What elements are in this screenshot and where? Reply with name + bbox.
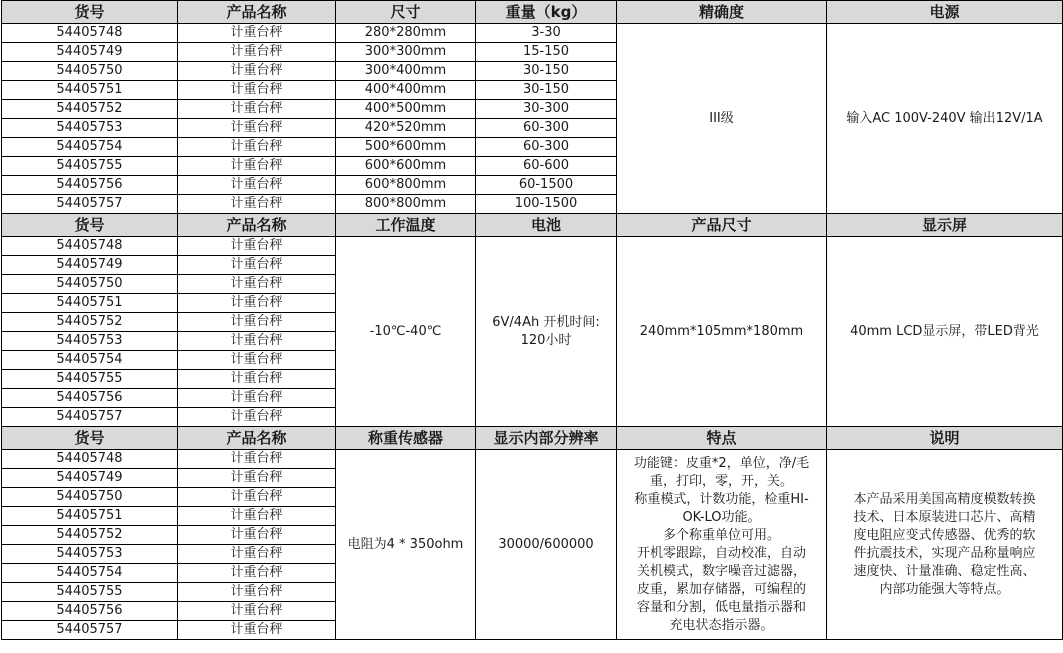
weight-cell: 60-300	[476, 119, 617, 138]
weight-cell: 30-150	[476, 62, 617, 81]
item-code-cell: 54405757	[2, 195, 178, 214]
text-line: 开机零跟踪，自动校准，自动	[636, 545, 806, 561]
display-cell: 40mm LCD显示屏，带LED背光	[827, 237, 1063, 427]
item-code-cell: 54405752	[2, 526, 178, 545]
size-cell: 300*400mm	[336, 62, 476, 81]
product-name-cell: 计重台秤	[178, 389, 336, 408]
column-header: 重量（kg）	[476, 1, 617, 24]
size-cell: 600*600mm	[336, 157, 476, 176]
item-code-cell: 54405756	[2, 602, 178, 621]
product-name-cell: 计重台秤	[178, 564, 336, 583]
weight-cell: 30-150	[476, 81, 617, 100]
column-header: 产品尺寸	[617, 214, 827, 237]
power-cell: 输入AC 100V-240V 输出12V/1A	[827, 24, 1063, 214]
size-cell: 420*520mm	[336, 119, 476, 138]
text-line: 称重模式，计数功能，检重HI-	[634, 491, 809, 507]
item-code-cell: 54405752	[2, 100, 178, 119]
product-name-cell: 计重台秤	[178, 119, 336, 138]
text-line: 皮重，累加存储器，可编程的	[636, 581, 806, 597]
product-name-cell: 计重台秤	[178, 526, 336, 545]
column-header: 特点	[617, 427, 827, 450]
column-header: 称重传感器	[336, 427, 476, 450]
column-header: 工作温度	[336, 214, 476, 237]
spec-table-body	[2, 1, 1063, 640]
item-code-cell: 54405753	[2, 545, 178, 564]
product-name-cell: 计重台秤	[178, 275, 336, 294]
weight-cell: 60-1500	[476, 176, 617, 195]
text-line: 件抗震技术，实现产品称量响应	[853, 545, 1036, 561]
item-code-cell: 54405753	[2, 119, 178, 138]
item-code-cell: 54405751	[2, 81, 178, 100]
item-code-cell: 54405756	[2, 176, 178, 195]
item-code-cell: 54405751	[2, 294, 178, 313]
column-header: 显示内部分辨率	[476, 427, 617, 450]
product-name-cell: 计重台秤	[178, 256, 336, 275]
column-header: 产品名称	[178, 1, 336, 24]
column-header: 显示屏	[827, 214, 1063, 237]
column-header: 尺寸	[336, 1, 476, 24]
weight-cell: 60-600	[476, 157, 617, 176]
product-name-cell: 计重台秤	[178, 408, 336, 427]
item-code-cell: 54405749	[2, 256, 178, 275]
product-name-cell: 计重台秤	[178, 176, 336, 195]
product-name-cell: 计重台秤	[178, 621, 336, 640]
product-name-cell: 计重台秤	[178, 294, 336, 313]
column-header: 电池	[476, 214, 617, 237]
text-line: 充电状态指示器。	[669, 617, 774, 633]
item-code-cell: 54405754	[2, 138, 178, 157]
text-line: 6V/4Ah 开机时间:	[492, 314, 600, 330]
item-code-cell: 54405751	[2, 507, 178, 526]
text-line: 120小时	[520, 332, 572, 348]
item-code-cell: 54405753	[2, 332, 178, 351]
column-header: 产品名称	[178, 427, 336, 450]
product-name-cell: 计重台秤	[178, 370, 336, 389]
item-code-cell: 54405756	[2, 389, 178, 408]
size-cell: 280*280mm	[336, 24, 476, 43]
item-code-cell: 54405757	[2, 621, 178, 640]
product-name-cell: 计重台秤	[178, 138, 336, 157]
product-name-cell: 计重台秤	[178, 583, 336, 602]
text-line: 关机模式，数字噪音过滤器，	[636, 563, 806, 579]
description-cell	[827, 450, 1063, 640]
item-code-cell: 54405752	[2, 313, 178, 332]
size-cell: 400*400mm	[336, 81, 476, 100]
accuracy-cell: III级	[617, 24, 827, 214]
text-line: 重，打印，零，开，关。	[649, 473, 793, 489]
product-name-cell: 计重台秤	[178, 351, 336, 370]
battery-cell	[476, 237, 617, 427]
weight-cell: 3-30	[476, 24, 617, 43]
table-row	[2, 24, 1063, 43]
size-cell: 300*300mm	[336, 43, 476, 62]
column-header: 电源	[827, 1, 1063, 24]
text-line: 内部功能强大等特点。	[879, 581, 1010, 597]
text-line: OK-LO功能。	[682, 509, 761, 525]
item-code-cell: 54405748	[2, 237, 178, 256]
column-header: 精确度	[617, 1, 827, 24]
item-code-cell: 54405748	[2, 24, 178, 43]
text-line: 技术、日本原装进口芯片、高精	[853, 509, 1036, 525]
item-code-cell: 54405749	[2, 43, 178, 62]
size-cell: 800*800mm	[336, 195, 476, 214]
item-code-cell: 54405748	[2, 450, 178, 469]
spec-table	[1, 0, 1063, 640]
table-row	[2, 450, 1063, 469]
weight-cell: 60-300	[476, 138, 617, 157]
product-name-cell: 计重台秤	[178, 157, 336, 176]
product-name-cell: 计重台秤	[178, 195, 336, 214]
product-name-cell: 计重台秤	[178, 62, 336, 81]
product-name-cell: 计重台秤	[178, 469, 336, 488]
product-size-cell: 240mm*105mm*180mm	[617, 237, 827, 427]
header-row-2	[2, 214, 1063, 237]
text-line: 本产品采用美国高精度模数转换	[853, 491, 1036, 507]
product-name-cell: 计重台秤	[178, 545, 336, 564]
resolution-cell: 30000/600000	[476, 450, 617, 640]
column-header: 货号	[2, 214, 178, 237]
text-line: 容量和分割，低电量指示器和	[636, 599, 806, 615]
item-code-cell: 54405750	[2, 275, 178, 294]
header-row-3	[2, 427, 1063, 450]
item-code-cell: 54405755	[2, 157, 178, 176]
text-line: 功能键：皮重*2，单位，净/毛	[633, 455, 810, 471]
product-name-cell: 计重台秤	[178, 81, 336, 100]
item-code-cell: 54405749	[2, 469, 178, 488]
product-name-cell: 计重台秤	[178, 24, 336, 43]
product-name-cell: 计重台秤	[178, 507, 336, 526]
item-code-cell: 54405754	[2, 351, 178, 370]
text-line: 速度快、计量准确、稳定性高、	[853, 563, 1036, 579]
product-name-cell: 计重台秤	[178, 488, 336, 507]
item-code-cell: 54405750	[2, 62, 178, 81]
weight-cell: 30-300	[476, 100, 617, 119]
table-row	[2, 237, 1063, 256]
temperature-cell: -10℃-40℃	[336, 237, 476, 427]
column-header: 货号	[2, 1, 178, 24]
product-name-cell: 计重台秤	[178, 332, 336, 351]
item-code-cell: 54405754	[2, 564, 178, 583]
sensor-cell: 电阻为4 * 350ohm	[336, 450, 476, 640]
product-name-cell: 计重台秤	[178, 602, 336, 621]
item-code-cell: 54405755	[2, 583, 178, 602]
size-cell: 400*500mm	[336, 100, 476, 119]
features-cell	[617, 450, 827, 640]
column-header: 货号	[2, 427, 178, 450]
item-code-cell: 54405757	[2, 408, 178, 427]
column-header: 产品名称	[178, 214, 336, 237]
size-cell: 600*800mm	[336, 176, 476, 195]
product-name-cell: 计重台秤	[178, 237, 336, 256]
text-line: 多个称重单位可用。	[662, 527, 780, 543]
item-code-cell: 54405750	[2, 488, 178, 507]
product-name-cell: 计重台秤	[178, 450, 336, 469]
text-line: 度电阻应变式传感器、优秀的软	[853, 527, 1036, 543]
weight-cell: 15-150	[476, 43, 617, 62]
header-row-1	[2, 1, 1063, 24]
size-cell: 500*600mm	[336, 138, 476, 157]
product-name-cell: 计重台秤	[178, 43, 336, 62]
column-header: 说明	[827, 427, 1063, 450]
product-name-cell: 计重台秤	[178, 100, 336, 119]
weight-cell: 100-1500	[476, 195, 617, 214]
item-code-cell: 54405755	[2, 370, 178, 389]
product-name-cell: 计重台秤	[178, 313, 336, 332]
